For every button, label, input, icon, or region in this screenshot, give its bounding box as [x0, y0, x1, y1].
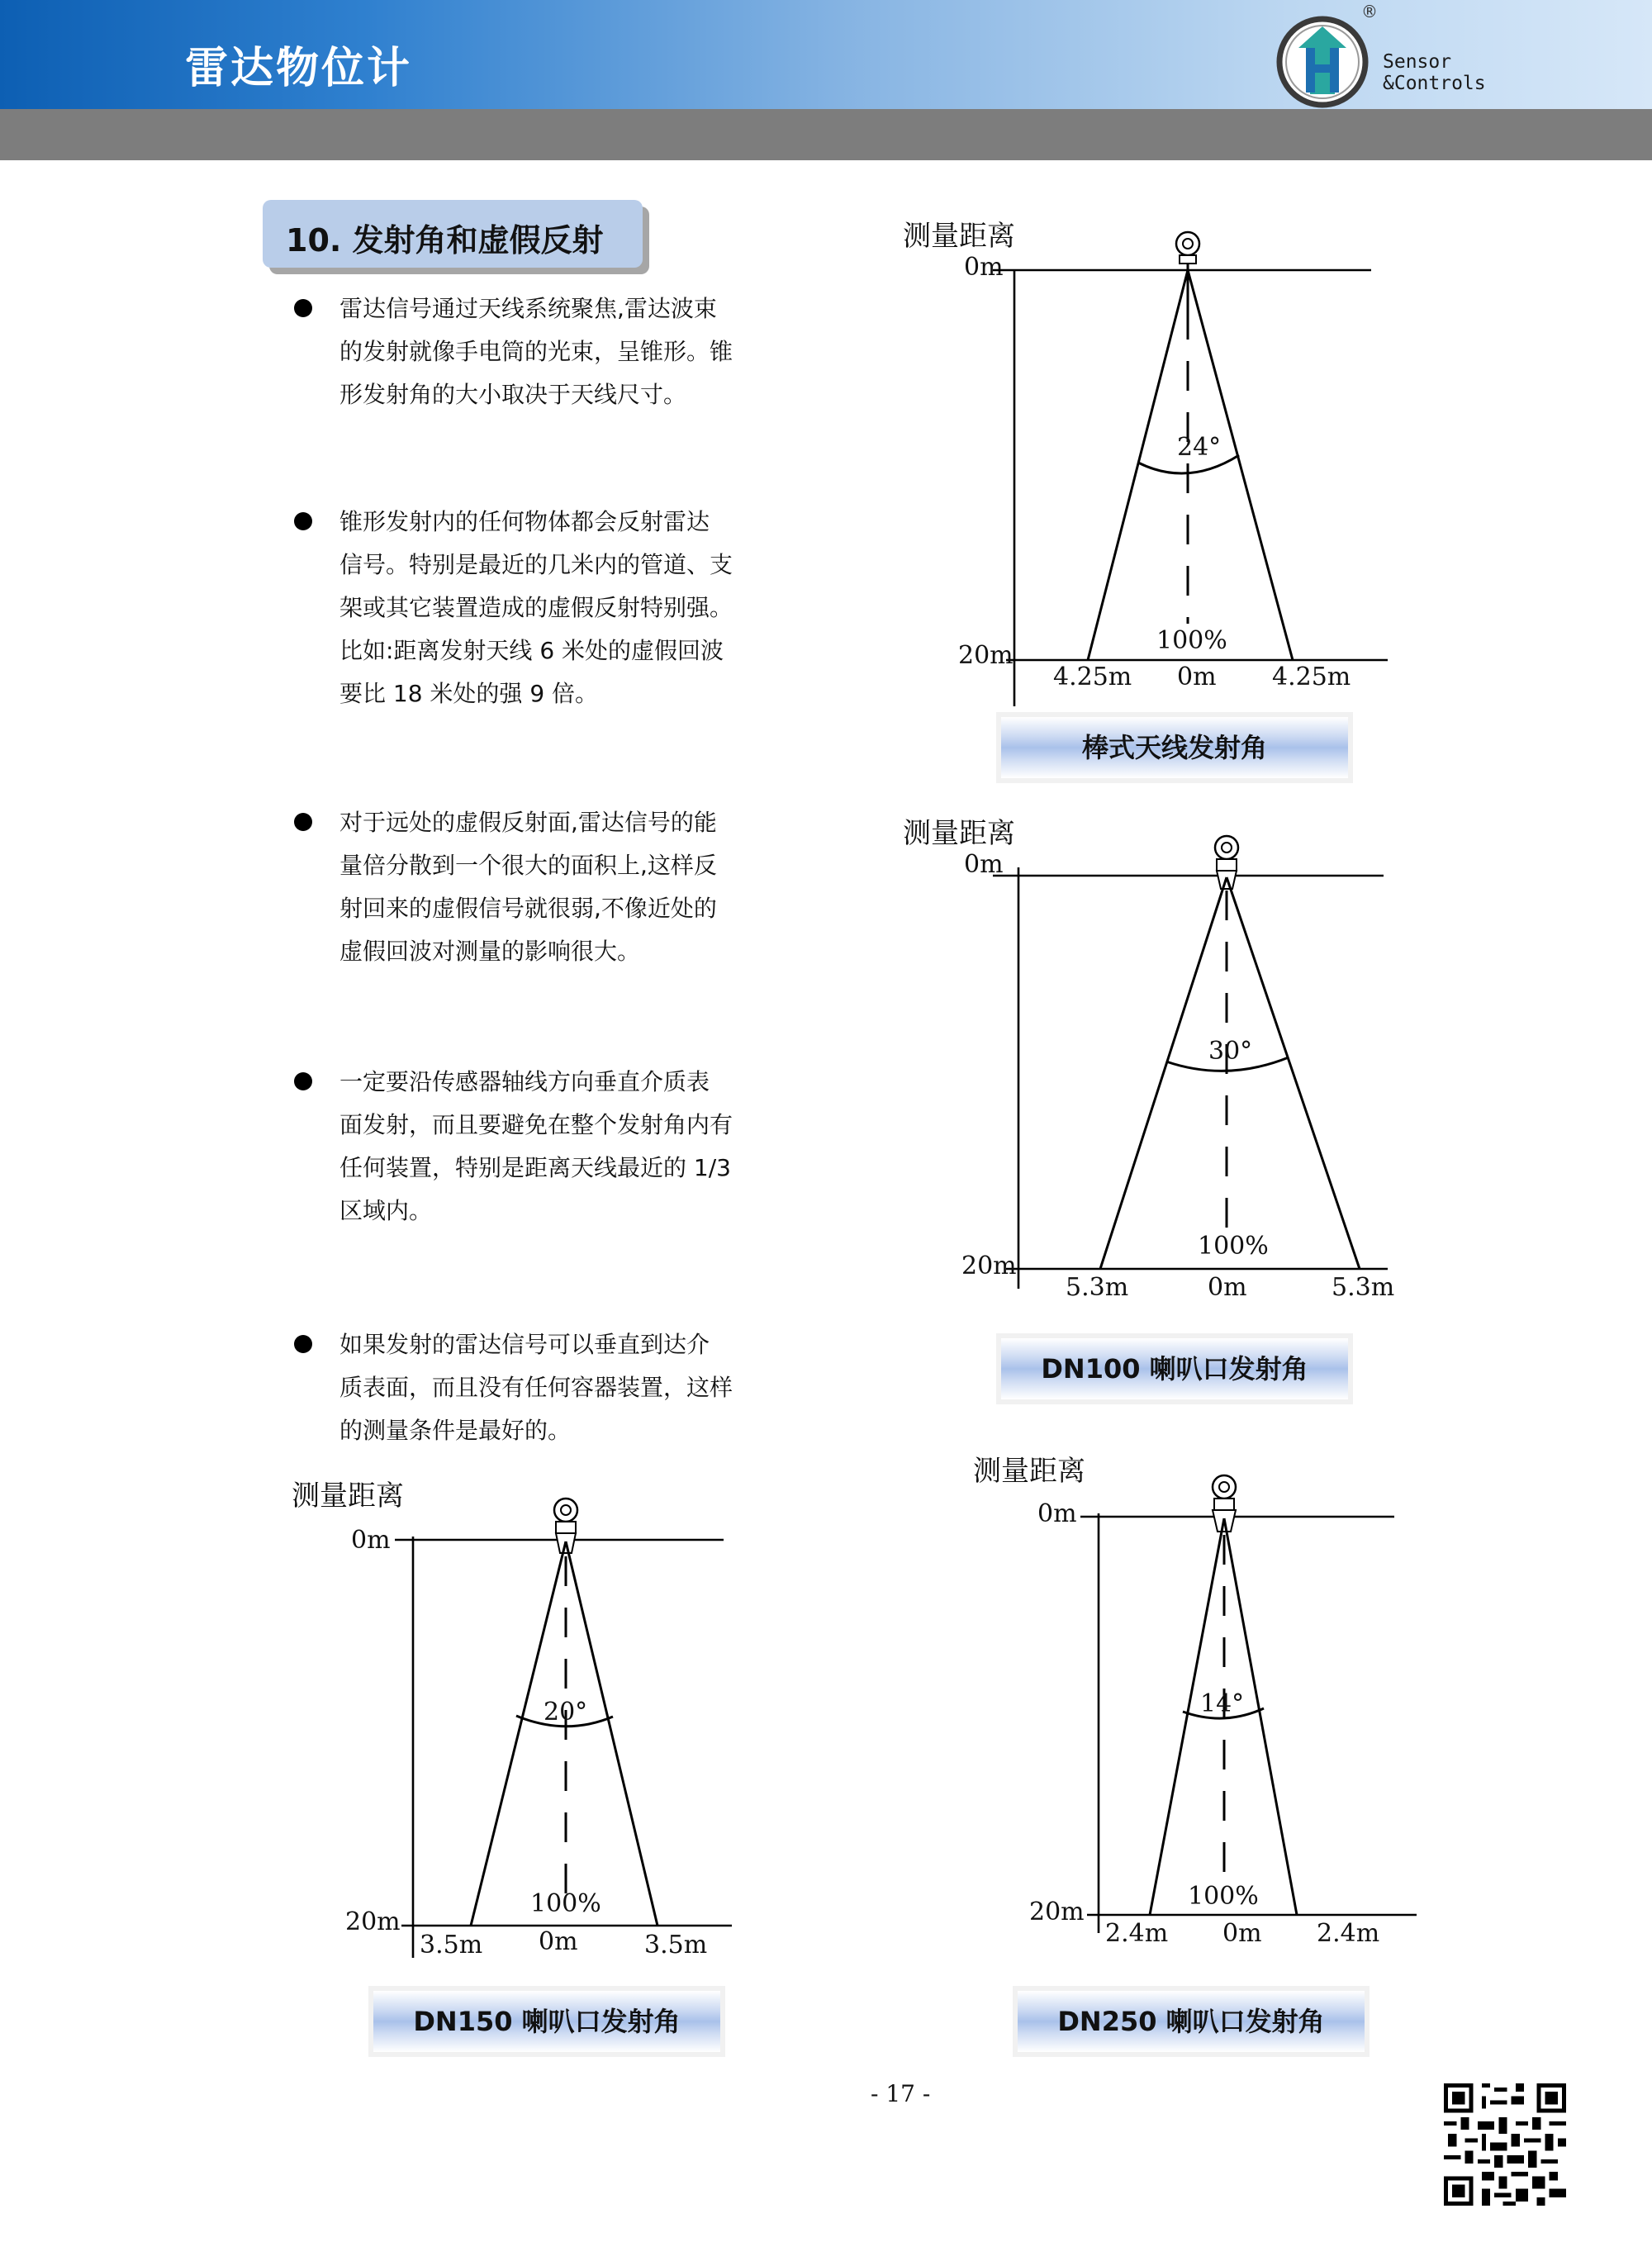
beam-diagram-dn150	[281, 1470, 776, 1966]
logo-text	[1383, 51, 1486, 94]
bottom-distance-label: 20m	[961, 1252, 1017, 1280]
top-distance-label: 0m	[1037, 1499, 1077, 1528]
bottom-distance-label: 20m	[958, 641, 1014, 670]
beam-left-edge	[1088, 270, 1188, 660]
beam-right-edge	[566, 1541, 657, 1926]
percent-label: 100%	[1156, 626, 1227, 655]
right-width-label: 2.4m	[1317, 1919, 1380, 1948]
sensor-controls-logo-icon	[1275, 15, 1370, 109]
left-width-label: 3.5m	[420, 1931, 483, 1959]
page-title: 雷达物位计	[185, 44, 413, 93]
beam-diagram-dn100	[892, 810, 1404, 1313]
top-distance-label: 0m	[351, 1526, 391, 1555]
section-heading	[263, 200, 643, 268]
beam-right-edge	[1188, 270, 1293, 660]
center-label: 0m	[1208, 1273, 1247, 1302]
right-width-label: 3.5m	[644, 1931, 708, 1959]
center-label: 0m	[1177, 663, 1217, 691]
diagram-caption: 棒式天线发射角	[1001, 717, 1348, 778]
beam-left-edge	[471, 1541, 566, 1926]
bullet-text: 一定要沿传感器轴线方向垂直介质表 面发射，而且要避免在整个发射角内有 任何装置，特别是距离天线最近的 1/3 区域内。	[339, 1068, 733, 1224]
y-axis-label: 测量距离	[903, 220, 1015, 253]
beam-diagram-rod	[892, 211, 1404, 715]
beam-angle-label: 20°	[544, 1698, 588, 1727]
beam-diagram-dn250	[966, 1446, 1429, 1950]
bullet-dot-icon	[294, 1335, 312, 1353]
bullet-text: 对于远处的虚假反射面,雷达信号的能 量倍分散到一个很大的面积上,这样反 射回来的虚假信号就很弱,不像近处的 虚假回波对测量的影响很大。	[339, 809, 717, 965]
top-distance-label: 0m	[964, 253, 1004, 282]
bullet-dot-icon	[294, 512, 312, 530]
diagram-caption: DN250 喇叭口发射角	[1018, 1991, 1365, 2052]
beam-angle-label: 14°	[1200, 1689, 1245, 1718]
qr-code-icon	[1444, 2083, 1566, 2206]
bullet-dot-icon	[294, 1072, 312, 1090]
beam-angle-label: 24°	[1177, 433, 1222, 462]
top-distance-label: 0m	[964, 850, 1004, 879]
bullet-dot-icon	[294, 813, 312, 831]
page-header	[0, 0, 1652, 109]
beam-angle-label: 30°	[1208, 1037, 1253, 1066]
percent-label: 100%	[1188, 1882, 1259, 1911]
beam-left-edge	[1100, 877, 1227, 1269]
bottom-distance-label: 20m	[1029, 1898, 1085, 1926]
percent-label: 100%	[530, 1889, 601, 1918]
left-width-label: 2.4m	[1105, 1919, 1169, 1948]
diagram-caption: DN100 喇叭口发射角	[1001, 1338, 1348, 1399]
y-axis-label: 测量距离	[903, 817, 1015, 850]
left-width-label: 5.3m	[1066, 1273, 1129, 1302]
left-width-label: 4.25m	[1053, 663, 1132, 691]
logo-text-line1: Sensor	[1383, 51, 1452, 73]
bullet-dot-icon	[294, 299, 312, 317]
bullet-text: 锥形发射内的任何物体都会反射雷达 信号。特别是最近的几米内的管道、支 架或其它装置造成的虚假反射特别强。 比如:距离发射天线 6 米处的虚假回波 要比 18 米处的强 9 倍。	[339, 508, 733, 707]
header-divider-band	[0, 109, 1652, 160]
percent-label: 100%	[1198, 1232, 1269, 1261]
y-axis-label: 测量距离	[292, 1480, 404, 1513]
section-heading-text: 10. 发射角和虚假反射	[286, 222, 604, 259]
registered-mark: ®	[1361, 2, 1378, 21]
diagram-caption: DN150 喇叭口发射角	[373, 1991, 720, 2052]
beam-right-edge	[1227, 877, 1360, 1269]
right-width-label: 5.3m	[1332, 1273, 1395, 1302]
bullet-text: 雷达信号通过天线系统聚焦,雷达波束 的发射就像手电筒的光束，呈锥形。锥 形发射角的大小取决于天线尺寸。	[339, 295, 733, 408]
y-axis-label: 测量距离	[973, 1455, 1085, 1488]
bullet-text: 如果发射的雷达信号可以垂直到达介 质表面，而且没有任何容器装置，这样 的测量条件是最好的。	[339, 1331, 733, 1444]
page-number: - 17 -	[871, 2080, 931, 2107]
bottom-distance-label: 20m	[345, 1907, 401, 1936]
logo-text-line2: &Controls	[1383, 73, 1486, 94]
center-label: 0m	[1222, 1919, 1262, 1948]
right-width-label: 4.25m	[1272, 663, 1351, 691]
center-label: 0m	[539, 1927, 578, 1956]
